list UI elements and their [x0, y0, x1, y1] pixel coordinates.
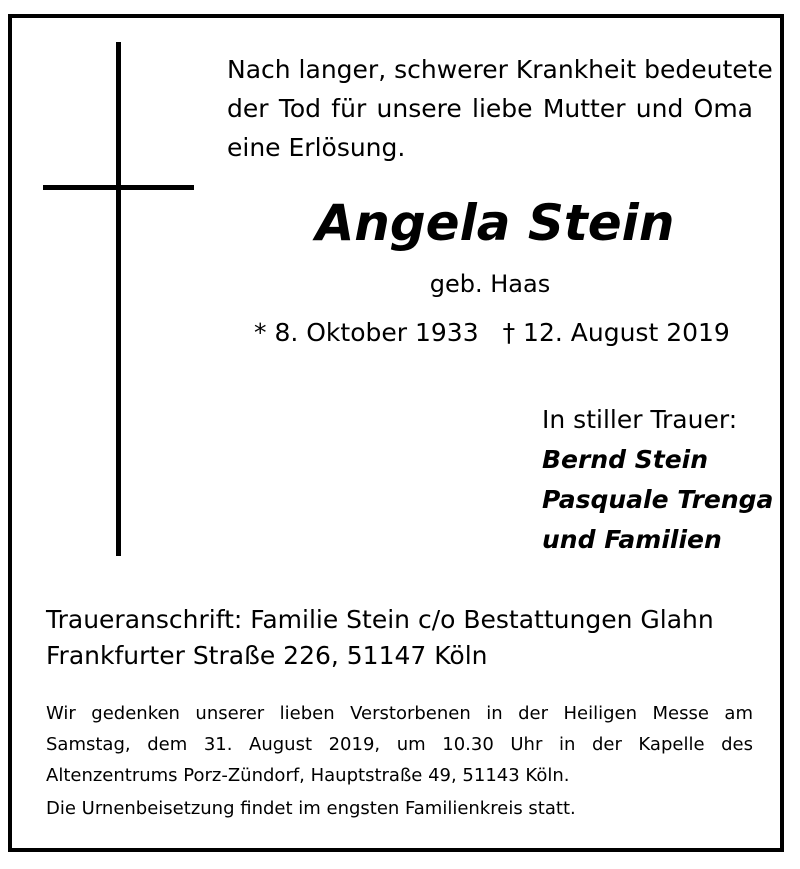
mourning-label: In stiller Trauer: — [542, 405, 738, 434]
mourner-2: Pasquale Trenga — [542, 485, 774, 514]
memorial-line-3: Altenzentrums Porz-Zündorf, Hauptstraße 49, 51143 Köln. — [46, 765, 570, 786]
mourner-3: und Familien — [542, 525, 722, 554]
intro-text — [227, 50, 773, 167]
birth-date: * 8. Oktober 1933 — [254, 318, 479, 347]
mourning-address — [46, 602, 714, 674]
deceased-name: Angela Stein — [315, 194, 675, 252]
death-date: † 12. August 2019 — [502, 318, 730, 347]
address-line-2: Frankfurter Straße 226, 51147 Köln — [46, 641, 488, 670]
memorial-mass-text — [46, 698, 753, 791]
intro-line-3: eine Erlösung. — [227, 133, 406, 162]
memorial-line-2: Samstag, dem 31. August 2019, um 10.30 Uhr in der Kapelle des — [46, 734, 753, 755]
intro-line-1: Nach langer, schwerer Krankheit bedeutete — [227, 55, 773, 84]
cross-icon — [116, 42, 121, 556]
intro-line-2: der Tod für unsere liebe Mutter und Oma — [227, 94, 753, 123]
mourner-1: Bernd Stein — [542, 445, 709, 474]
birth-name: geb. Haas — [429, 270, 551, 298]
address-line-1: Traueranschrift: Familie Stein c/o Bestattungen Glahn — [46, 605, 714, 634]
life-dates — [254, 318, 730, 347]
mourning-block — [542, 400, 773, 560]
burial-text: Die Urnenbeisetzung findet im engsten Familienkreis statt. — [46, 798, 576, 819]
cross-icon-bar — [43, 185, 194, 190]
memorial-line-1: Wir gedenken unserer lieben Verstorbenen in der Heiligen Messe am — [46, 703, 753, 724]
